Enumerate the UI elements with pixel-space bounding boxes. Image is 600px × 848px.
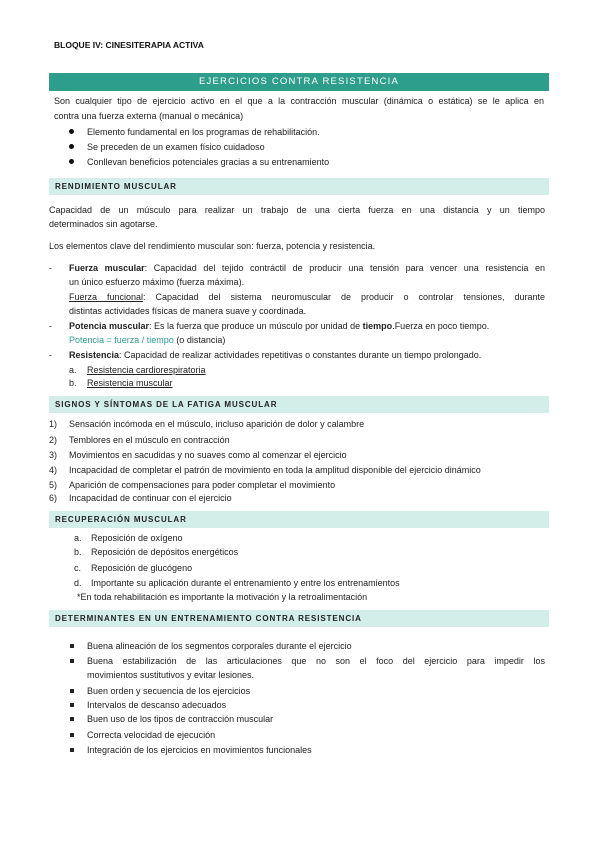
determinante-item: Integración de los ejercicios en movimientos funcionales bbox=[87, 745, 312, 755]
list-marker: a. bbox=[74, 533, 82, 543]
recuperacion-note: *En toda rehabilitación es importante la motivación y la retroalimentación bbox=[77, 592, 368, 602]
signo-item: Sensación incómoda en el músculo, incluso aparición de dolor y calambre bbox=[69, 419, 365, 429]
determinante-item: Correcta velocidad de ejecución bbox=[87, 730, 216, 740]
square-bullet-icon bbox=[70, 748, 74, 752]
square-bullet-icon bbox=[70, 644, 74, 648]
recuperacion-item: Reposición de depósitos energéticos bbox=[91, 547, 239, 557]
square-bullet-icon bbox=[70, 689, 74, 693]
square-bullet-icon bbox=[70, 659, 74, 663]
determinante-item: Buen uso de los tipos de contracción muscular bbox=[87, 714, 274, 724]
fuerza-funcional-line-2: distintas actividades físicas de manera suave y coordinada. bbox=[69, 306, 307, 316]
intro-bullet-1: Elemento fundamental en los programas de rehabilitación. bbox=[87, 127, 320, 137]
potencia-muscular-line-1: Potencia muscular: Es la fuerza que produce un músculo por unidad de tiempo.Fuerza en poco tiempo. bbox=[69, 321, 490, 331]
intro-line-2: contra una fuerza externa (manual o mecánica) bbox=[54, 111, 244, 121]
list-marker: 4) bbox=[49, 465, 58, 475]
rendimiento-p2: Los elementos clave del rendimiento muscular son: fuerza, potencia y resistencia. bbox=[49, 241, 376, 251]
intro-line-1: Son cualquier tipo de ejercicio activo en el que a la contracción muscular (dinámica o estática) se le aplica en bbox=[54, 96, 544, 106]
fuerza-funcional-line-1: Fuerza funcional: Capacidad del sistema neuromuscular de producir o controlar tensiones, durante bbox=[69, 292, 545, 302]
fuerza-funcional-term: Fuerza funcional bbox=[69, 292, 144, 302]
potencia-muscular-term: Potencia muscular bbox=[69, 321, 150, 331]
potencia-formula-line: Potencia = fuerza / tiempo (o distancia) bbox=[69, 335, 226, 345]
list-marker: 2) bbox=[49, 435, 58, 445]
determinante-item: Intervalos de descanso adecuados bbox=[87, 700, 227, 710]
resistencia-term: Resistencia bbox=[69, 350, 120, 360]
dash-marker: - bbox=[49, 350, 52, 360]
square-bullet-icon bbox=[70, 703, 74, 707]
section-heading-determinantes: DETERMINANTES EN UN ENTRENAMIENTO CONTRA RESISTENCIA bbox=[49, 610, 549, 627]
square-bullet-icon bbox=[70, 717, 74, 721]
list-marker: 5) bbox=[49, 480, 58, 490]
potencia-formula: Potencia = fuerza / tiempo bbox=[69, 335, 174, 345]
rendimiento-p1-line-2: determinados sin agotarse. bbox=[49, 219, 158, 229]
list-marker: d. bbox=[74, 578, 82, 588]
page-title: EJERCICIOS CONTRA RESISTENCIA bbox=[49, 73, 549, 91]
rendimiento-p1-line-1: Capacidad de un músculo para realizar un trabajo de una cierta fuerza en una distancia y un tiempo bbox=[49, 205, 545, 215]
intro-bullet-3: Conllevan beneficios potenciales gracias a su entrenamiento bbox=[87, 157, 330, 167]
determinante-item: Buena alineación de los segmentos corporales durante el ejercicio bbox=[87, 641, 352, 651]
bullet-icon bbox=[69, 144, 74, 149]
recuperacion-item: Reposición de glucógeno bbox=[91, 563, 193, 573]
intro-bullet-2: Se preceden de un examen físico cuidadoso bbox=[87, 142, 265, 152]
section-heading-recuperacion: RECUPERACIÓN MUSCULAR bbox=[49, 511, 549, 528]
list-marker: b. bbox=[69, 378, 77, 388]
list-marker: 6) bbox=[49, 493, 58, 503]
recuperacion-item: Importante su aplicación durante el entrenamiento y entre los entrenamientos bbox=[91, 578, 400, 588]
list-marker: 1) bbox=[49, 419, 58, 429]
section-heading-rendimiento: RENDIMIENTO MUSCULAR bbox=[49, 178, 549, 195]
fuerza-muscular-line-1: Fuerza muscular: Capacidad del tejido contráctil de producir una tensión para vencer una resistencia en bbox=[69, 263, 545, 273]
signo-item: Movimientos en sacudidas y no suaves como al comenzar el ejercicio bbox=[69, 450, 347, 460]
list-marker: a. bbox=[69, 365, 77, 375]
signo-item: Incapacidad de continuar con el ejercicio bbox=[69, 493, 232, 503]
resistencia-line: Resistencia: Capacidad de realizar actividades repetitivas o constantes durante un tiempo prolongado. bbox=[69, 350, 482, 360]
signo-item: Aparición de compensaciones para poder completar el movimiento bbox=[69, 480, 336, 490]
bullet-icon bbox=[69, 159, 74, 164]
recuperacion-item: Reposición de oxígeno bbox=[91, 533, 183, 543]
list-marker: c. bbox=[74, 563, 82, 573]
list-marker: 3) bbox=[49, 450, 58, 460]
list-marker: b. bbox=[74, 547, 82, 557]
bullet-icon bbox=[69, 129, 74, 134]
sub-item-muscular: Resistencia muscular bbox=[87, 378, 173, 388]
determinante-item: Buen orden y secuencia de los ejercicios bbox=[87, 686, 251, 696]
sub-item-cardio: Resistencia cardiorespiratoria bbox=[87, 365, 206, 375]
section-heading-signos: SIGNOS Y SÍNTOMAS DE LA FATIGA MUSCULAR bbox=[49, 396, 549, 413]
fuerza-muscular-line-2: un único esfuerzo máximo (fuerza máxima). bbox=[69, 277, 245, 287]
dash-marker: - bbox=[49, 263, 52, 273]
determinante-item-2-line-1: Buena estabilización de las articulaciones que no son el foco del ejercicio para impedir los bbox=[87, 656, 545, 666]
document-header: BLOQUE IV: CINESITERAPIA ACTIVA bbox=[54, 40, 204, 50]
dash-marker: - bbox=[49, 321, 52, 331]
fuerza-muscular-term: Fuerza muscular bbox=[69, 263, 145, 273]
signo-item: Incapacidad de completar el patrón de movimiento en toda la amplitud disponible del ejercicio dinámico bbox=[69, 465, 481, 475]
determinante-item-2-line-2: movimientos sustitutivos y evitar lesiones. bbox=[87, 670, 255, 680]
square-bullet-icon bbox=[70, 733, 74, 737]
signo-item: Temblores en el músculo en contracción bbox=[69, 435, 230, 445]
